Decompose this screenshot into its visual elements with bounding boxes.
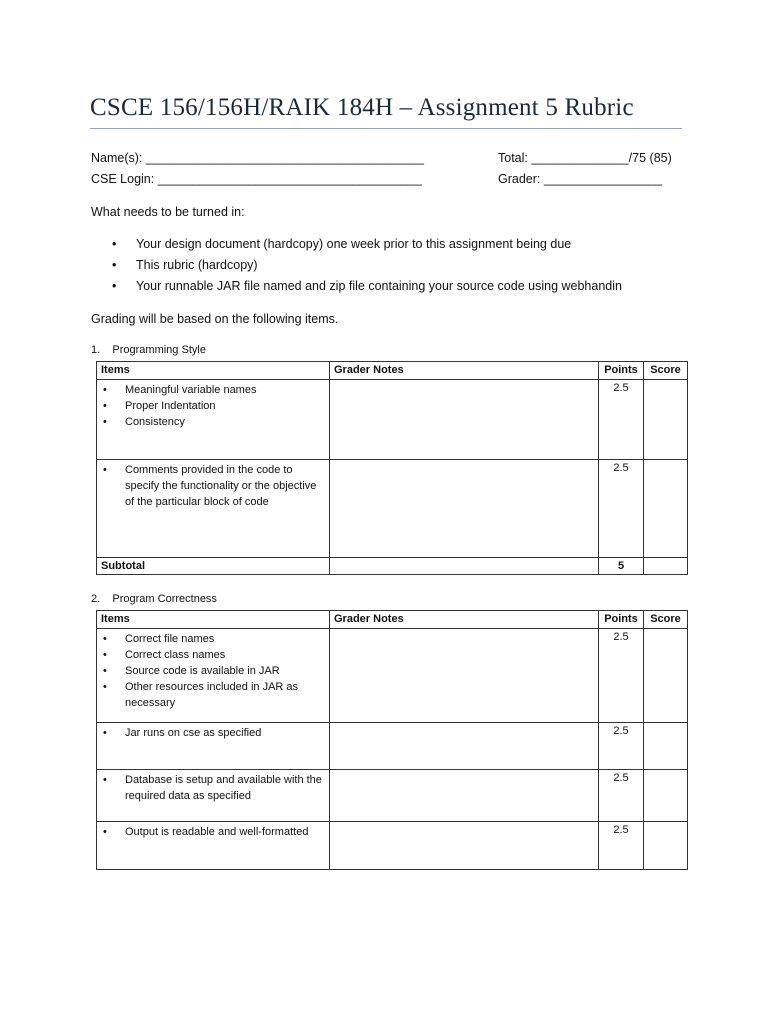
items-cell (97, 770, 330, 822)
score-header: Score (644, 362, 688, 380)
turn-in-heading: What needs to be turned in: (91, 205, 245, 219)
points-cell: 2.5 (599, 770, 644, 822)
grader-notes-cell[interactable] (330, 558, 599, 575)
turn-in-list (112, 236, 622, 299)
grader-field[interactable]: Grader: _________________ (498, 172, 663, 186)
grader-notes-cell[interactable] (330, 770, 599, 822)
rubric-item: • Comments provided in the code to specify the functionality or the objective of the particular block of code (101, 462, 325, 510)
grader-notes-cell[interactable] (330, 822, 599, 870)
score-header: Score (644, 611, 688, 629)
section-label-programming-style: 1. Programming Style (91, 344, 206, 356)
table-header-row (97, 362, 688, 380)
score-cell[interactable] (644, 460, 688, 558)
rubric-item: • Other resources included in JAR as necessary (101, 679, 325, 711)
program-correctness-table (96, 610, 688, 870)
table-row (97, 460, 688, 558)
subtotal-row (97, 558, 688, 575)
table-row (97, 822, 688, 870)
table-row (97, 770, 688, 822)
turn-in-item: • Your runnable JAR file named and zip file containing your source code using webhandin (112, 278, 622, 299)
subtotal-label: Subtotal (97, 558, 330, 575)
programming-style-table (96, 361, 688, 575)
score-cell[interactable] (644, 770, 688, 822)
total-field[interactable]: Total: ______________/75 (85) (498, 151, 672, 165)
table-row (97, 380, 688, 460)
rubric-item: • Meaningful variable names (101, 382, 325, 398)
items-header: Items (97, 611, 330, 629)
points-cell: 2.5 (599, 380, 644, 460)
section-label-program-correctness: 2. Program Correctness (91, 593, 217, 605)
score-cell[interactable] (644, 380, 688, 460)
table-row (97, 723, 688, 770)
rubric-item: • Proper Indentation (101, 398, 325, 414)
table-row (97, 629, 688, 723)
points-header: Points (599, 611, 644, 629)
subtotal-points: 5 (599, 558, 644, 575)
score-cell[interactable] (644, 629, 688, 723)
rubric-item: • Correct class names (101, 647, 325, 663)
turn-in-item: • This rubric (hardcopy) (112, 257, 622, 278)
rubric-item: • Source code is available in JAR (101, 663, 325, 679)
items-cell (97, 822, 330, 870)
document-title: CSCE 156/156H/RAIK 184H – Assignment 5 Rubric (90, 94, 634, 121)
points-cell: 2.5 (599, 822, 644, 870)
grader-notes-cell[interactable] (330, 460, 599, 558)
rubric-item: • Consistency (101, 414, 325, 430)
cse-login-field[interactable]: CSE Login: ______________________________________ (91, 172, 422, 186)
points-cell: 2.5 (599, 460, 644, 558)
points-cell: 2.5 (599, 629, 644, 723)
turn-in-item: • Your design document (hardcopy) one week prior to this assignment being due (112, 236, 622, 257)
points-header: Points (599, 362, 644, 380)
grader-notes-cell[interactable] (330, 629, 599, 723)
names-field[interactable]: Name(s): ________________________________________ (91, 151, 424, 165)
score-cell[interactable] (644, 723, 688, 770)
items-cell (97, 460, 330, 558)
items-cell (97, 629, 330, 723)
score-cell[interactable] (644, 822, 688, 870)
grader-notes-header: Grader Notes (330, 611, 599, 629)
title-underline (90, 128, 682, 129)
items-header: Items (97, 362, 330, 380)
rubric-item: • Output is readable and well-formatted (101, 824, 325, 840)
points-cell: 2.5 (599, 723, 644, 770)
rubric-item: • Jar runs on cse as specified (101, 725, 325, 741)
grader-notes-cell[interactable] (330, 723, 599, 770)
grading-note: Grading will be based on the following items. (91, 312, 339, 326)
table-header-row (97, 611, 688, 629)
items-cell (97, 380, 330, 460)
rubric-item: • Correct file names (101, 631, 325, 647)
score-cell[interactable] (644, 558, 688, 575)
grader-notes-cell[interactable] (330, 380, 599, 460)
grader-notes-header: Grader Notes (330, 362, 599, 380)
items-cell (97, 723, 330, 770)
rubric-item: • Database is setup and available with the required data as specified (101, 772, 325, 804)
